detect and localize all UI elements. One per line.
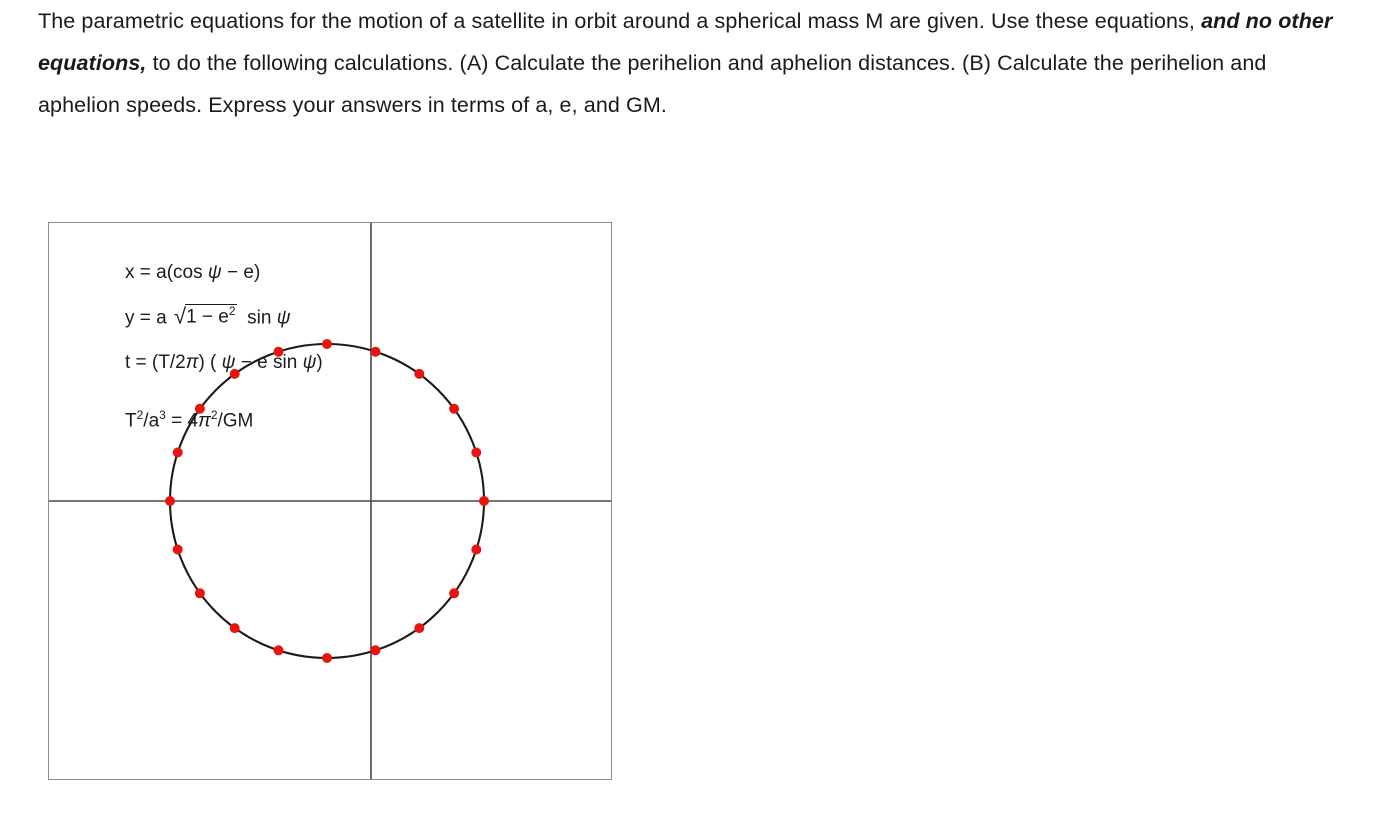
equation-y: y = a $√1 - e^2$ sin ψ <box>125 303 291 329</box>
equation-t: t = (T/2π) ( ψ − e sin ψ) <box>125 352 323 373</box>
problem-text-part1: The parametric equations for the motion of a satellite in orbit around a spherical mass M are given. Use these equations, <box>38 9 1202 33</box>
equation-kepler: $T^2/a^3 = 4\pi^2/GM$ <box>125 408 254 432</box>
equation-x: x = a(cos ψ − e) <box>125 262 261 283</box>
orbit-figure <box>48 222 612 780</box>
problem-text-part2: to do the following calculations. (A) Calculate the perihelion and aphelion distances. (B) Calculate the perihelion and aphelion speeds. Express your answers in terms of a, e, and GM. <box>38 51 1267 117</box>
problem-statement <box>38 0 1348 126</box>
problem-text-emphasis: and no other equations, <box>38 9 1333 75</box>
